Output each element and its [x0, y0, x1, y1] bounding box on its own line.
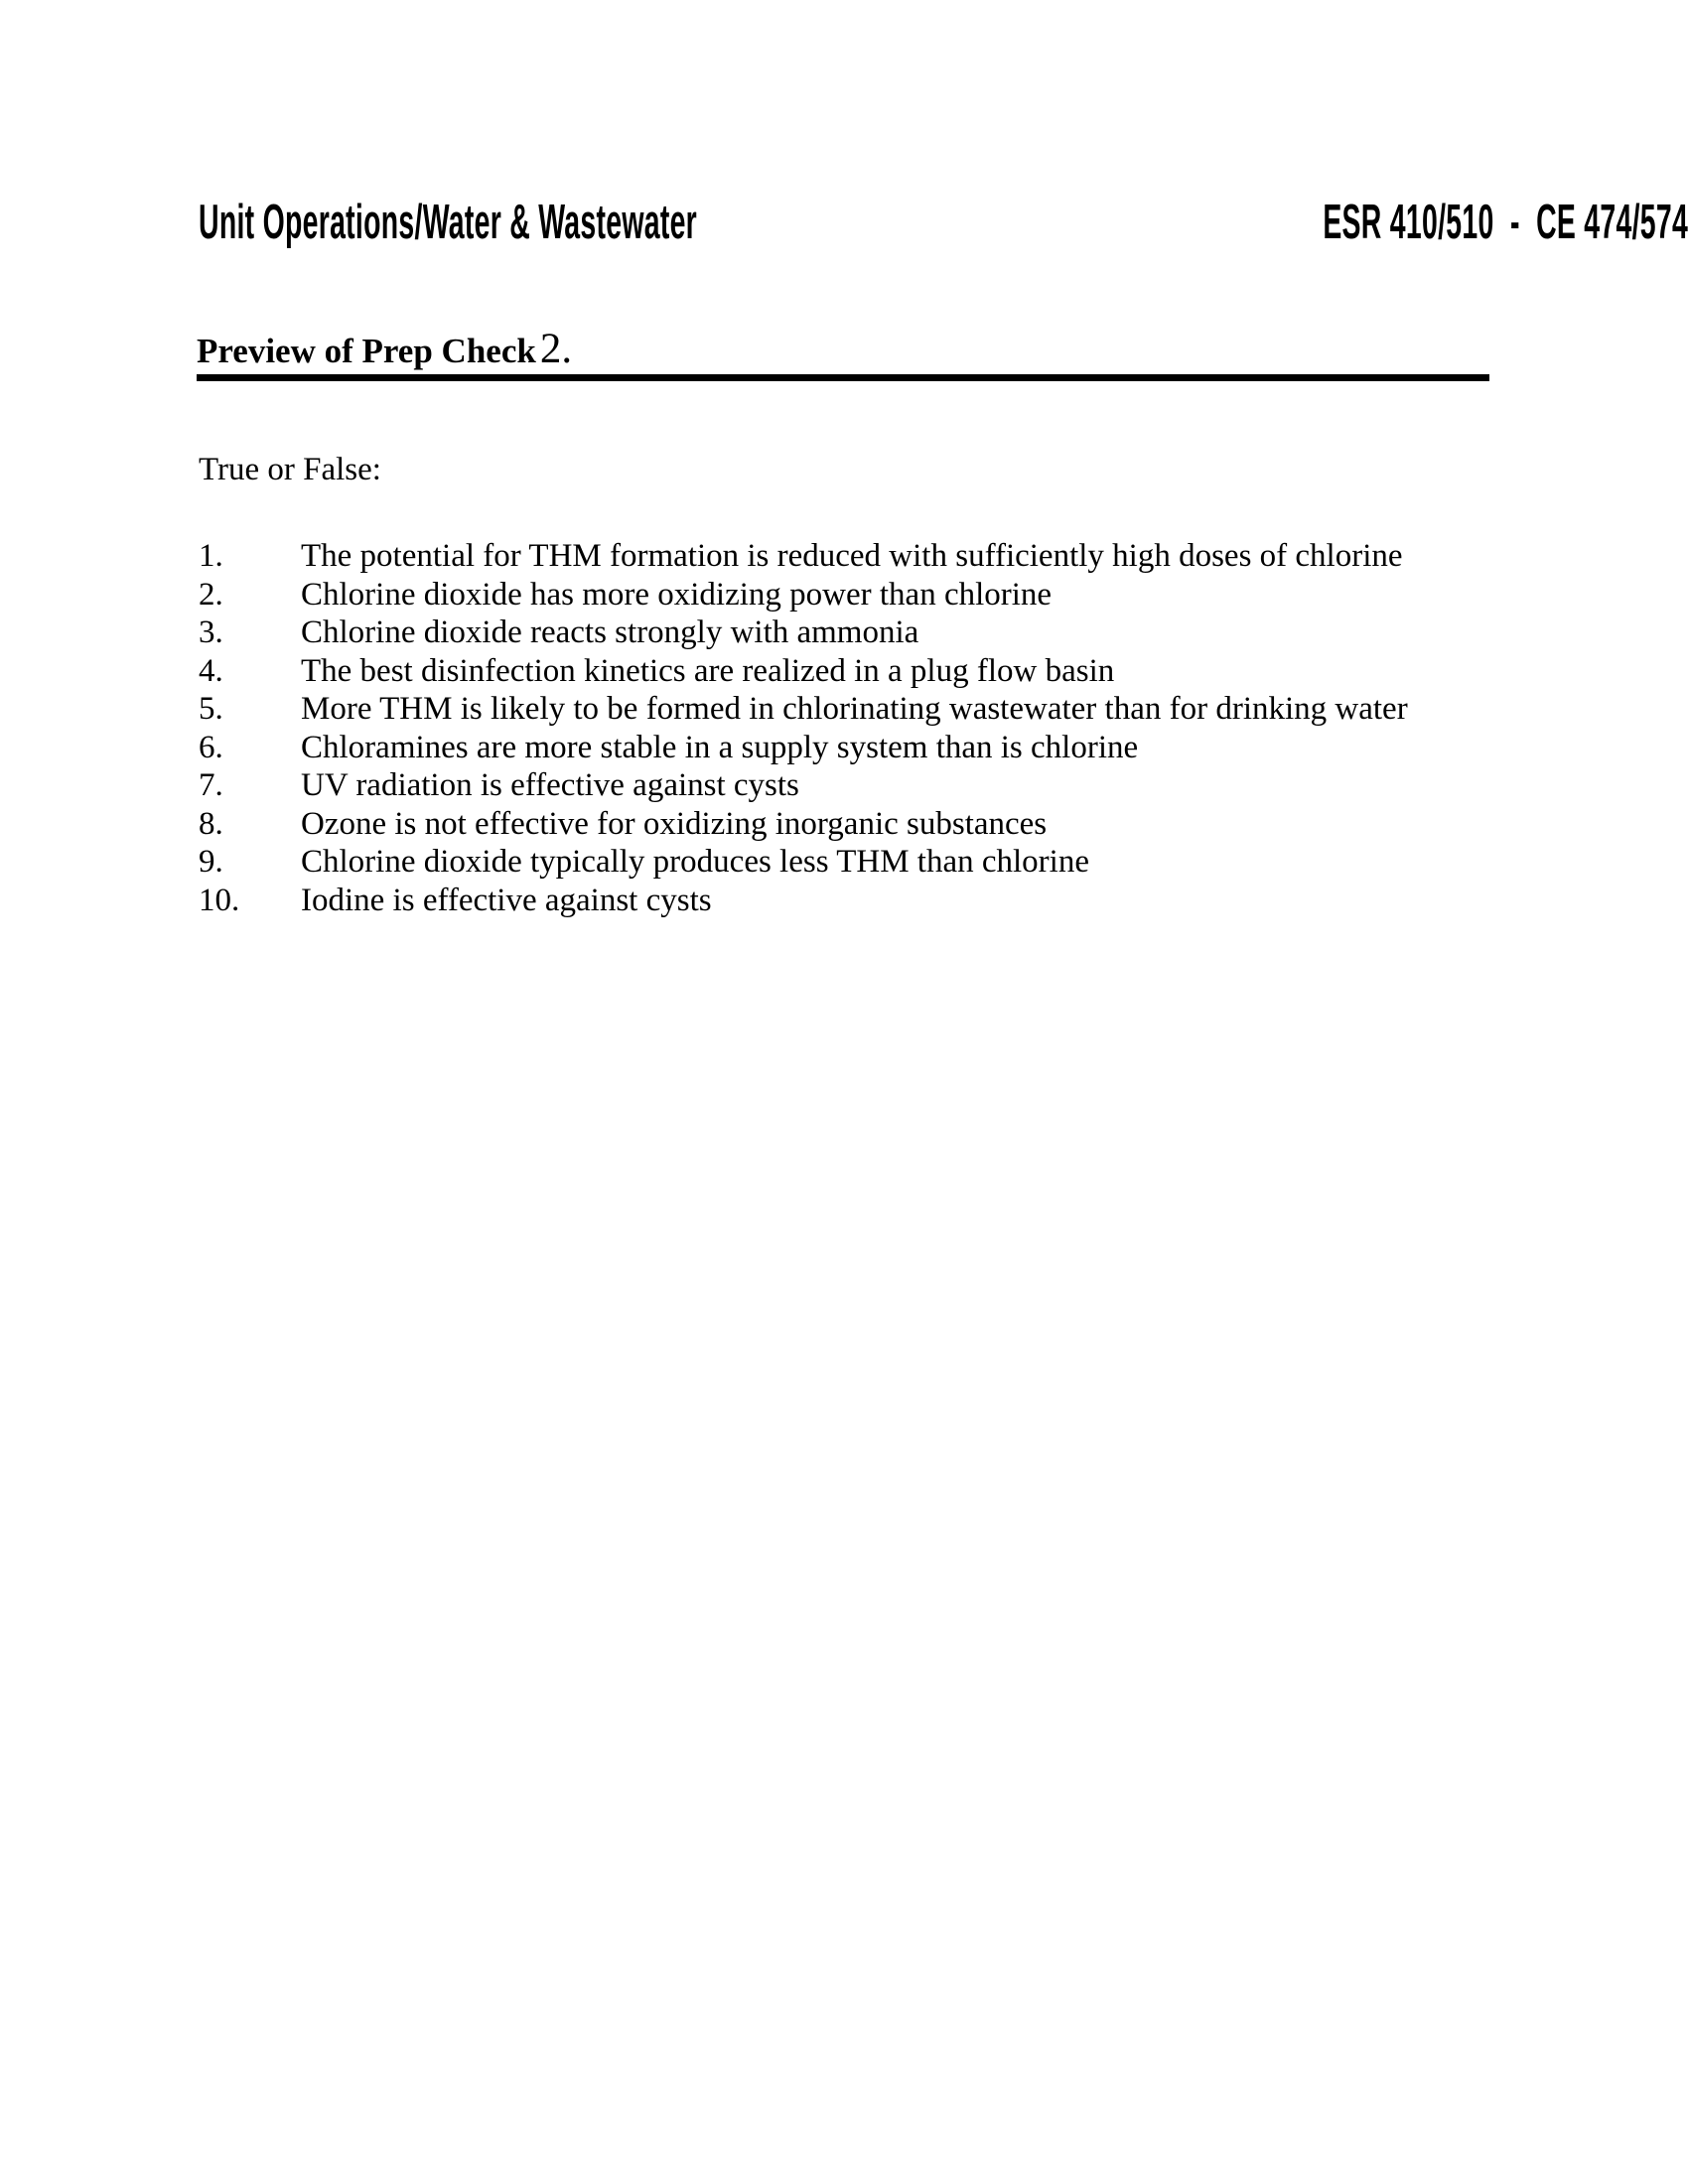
- question-item: [199, 576, 1509, 614]
- question-number: 3.: [199, 614, 223, 650]
- question-text: Chloramines are more stable in a supply system than is chlorine: [301, 729, 1139, 765]
- question-number: 7.: [199, 767, 223, 803]
- section-title-block: [197, 328, 1489, 381]
- document-header: [199, 196, 1688, 249]
- question-text: The potential for THM formation is reduced with sufficiently high doses of chlorine: [301, 538, 1403, 574]
- question-number: 6.: [199, 729, 223, 765]
- question-item: [199, 614, 1509, 652]
- question-item: [199, 652, 1509, 691]
- question-number: 10.: [199, 882, 240, 918]
- question-text: More THM is likely to be formed in chlorinating wastewater than for drinking water: [301, 691, 1408, 727]
- question-text: UV radiation is effective against cysts: [301, 767, 799, 803]
- question-text: Chlorine dioxide typically produces less THM than chlorine: [301, 844, 1089, 880]
- question-item: [199, 729, 1509, 767]
- true-or-false-prompt: True or False:: [199, 452, 381, 487]
- question-text: Iodine is effective against cysts: [301, 882, 712, 918]
- question-item: [199, 805, 1509, 844]
- question-text: Ozone is not effective for oxidizing inorganic substances: [301, 805, 1048, 842]
- question-number: 8.: [199, 805, 223, 842]
- question-number: 1.: [199, 538, 223, 574]
- section-title: Preview of Prep Check: [197, 332, 536, 370]
- section-number: 2.: [539, 326, 573, 372]
- question-item: [199, 766, 1509, 805]
- question-list: [199, 537, 1509, 919]
- question-item: [199, 690, 1509, 729]
- question-number: 5.: [199, 691, 223, 727]
- course-title: Unit Operations/Water & Wastewater: [199, 196, 698, 249]
- course-codes: ESR 410/510 - CE 474/574: [1322, 196, 1688, 249]
- question-number: 2.: [199, 576, 223, 613]
- question-number: 9.: [199, 844, 223, 880]
- question-text: Chlorine dioxide reacts strongly with ammonia: [301, 614, 919, 650]
- question-item: [199, 537, 1509, 576]
- question-text: The best disinfection kinetics are realized in a plug flow basin: [301, 652, 1115, 689]
- question-item: [199, 882, 1509, 920]
- question-number: 4.: [199, 652, 223, 689]
- question-text: Chlorine dioxide has more oxidizing power than chlorine: [301, 576, 1053, 613]
- question-item: [199, 843, 1509, 882]
